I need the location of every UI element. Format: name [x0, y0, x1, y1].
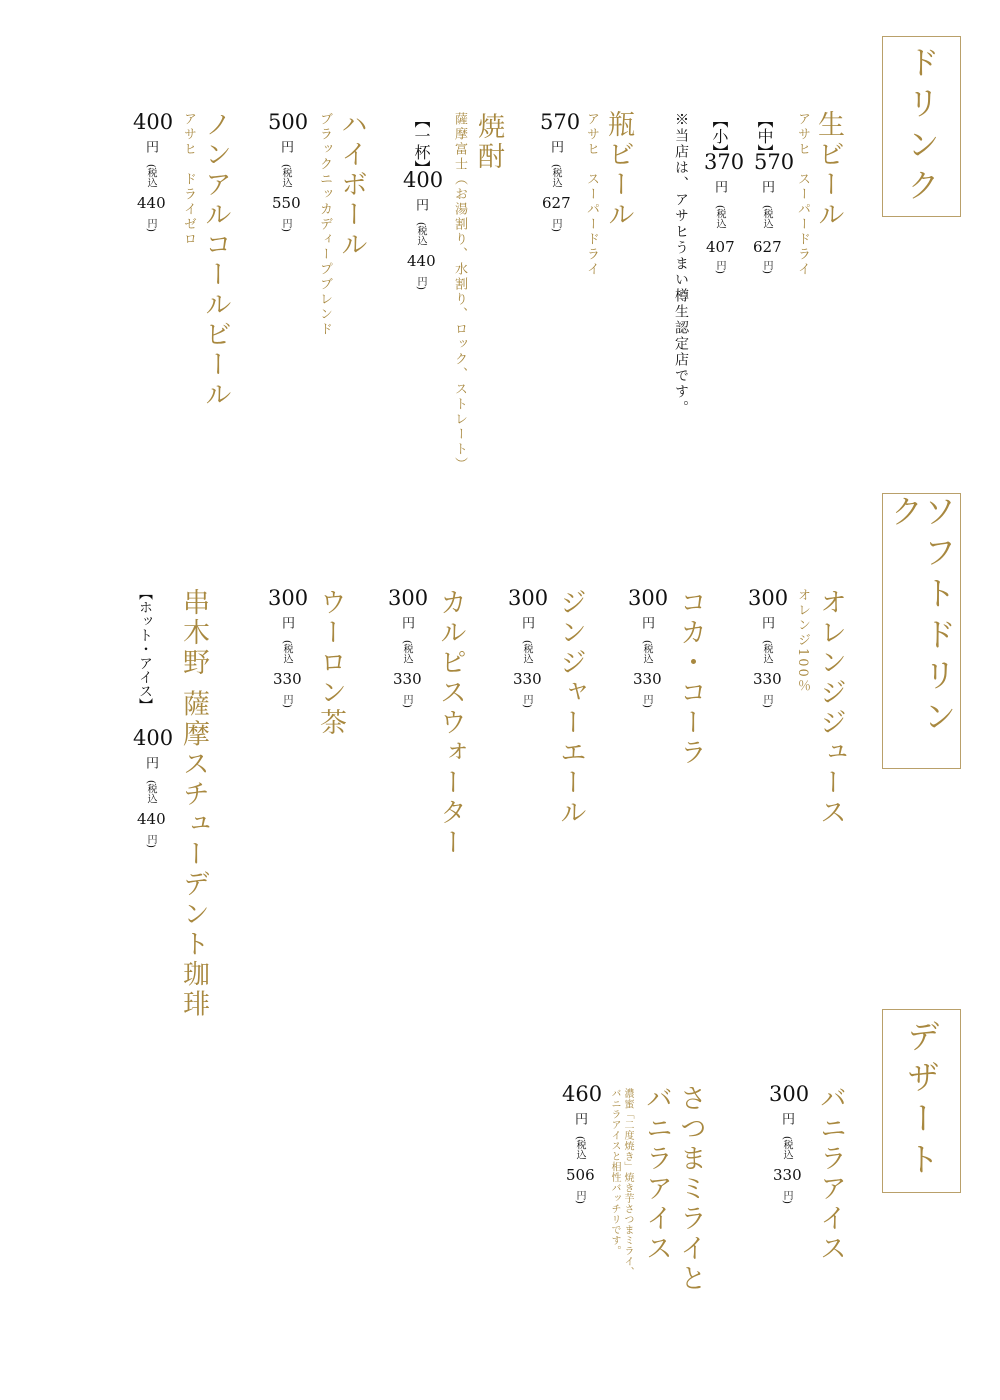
- item-name-cola: コカ・コーラ: [675, 588, 706, 768]
- section-title-drink: ドリンク: [902, 44, 941, 209]
- yen-bottle: 円: [548, 140, 563, 153]
- tax-price-cola: 330: [633, 670, 662, 688]
- item-name-namabeer: 生ビール: [813, 110, 844, 230]
- tax-label-cola: (税込: [641, 640, 652, 664]
- section-title-soft: ソフトドリンク: [885, 494, 958, 740]
- price-calpis: 300: [388, 586, 429, 610]
- tax-price-mid: 627: [753, 238, 782, 256]
- item-name-highball: ハイボール: [336, 110, 367, 260]
- tax-price-nonalc: 440: [137, 194, 166, 212]
- tax-yen-bottle: 円): [550, 218, 561, 232]
- item-name-satsuma-2: バニラアイス: [641, 1084, 672, 1264]
- tax-label-mid: (税込: [761, 205, 772, 229]
- tax-label-ginger: (税込: [521, 640, 532, 664]
- tax-label-small: (税込: [714, 205, 725, 229]
- yen-orange: 円: [759, 616, 774, 629]
- price-small: 370: [704, 150, 745, 174]
- price-satsuma: 460: [562, 1082, 603, 1106]
- size-small: 【小】: [710, 112, 729, 160]
- tax-label-oolong: (税込: [281, 640, 292, 664]
- tax-label-highball: (税込: [280, 164, 291, 188]
- item-sub-shochu: 薩摩富士（お湯割り、水割り、ロック、ストレート）: [452, 112, 467, 472]
- tax-yen-orange: 円): [761, 694, 772, 708]
- item-name-shochu: 焼酎: [473, 112, 504, 172]
- yen-oolong: 円: [279, 616, 294, 629]
- tax-label-coffee: (税込: [145, 780, 156, 804]
- tax-price-orange: 330: [753, 670, 782, 688]
- price-highball: 500: [268, 110, 309, 134]
- item-name-vanilla: バニラアイス: [815, 1084, 846, 1264]
- section-title-dessert-box: [882, 1009, 961, 1193]
- item-desc-satsuma-1: 濃蜜「二度焼き」焼き芋さつまミライ、: [622, 1088, 633, 1277]
- yen-cola: 円: [639, 616, 654, 629]
- yen-coffee: 円: [143, 756, 158, 769]
- tax-label-bottle: (税込: [550, 164, 561, 188]
- size-shochu: 【一杯】: [412, 112, 431, 176]
- price-nonalc: 400: [133, 110, 174, 134]
- tax-yen-coffee: 円): [145, 834, 156, 848]
- price-oolong: 300: [268, 586, 309, 610]
- tax-yen-shochu: 円): [415, 276, 426, 290]
- yen-shochu: 円: [413, 198, 428, 211]
- price-shochu: 400: [403, 168, 444, 192]
- tax-label-shochu: (税込: [415, 222, 426, 246]
- yen-small: 円: [712, 180, 727, 193]
- tax-yen-oolong: 円): [281, 694, 292, 708]
- section-title-soft-box: [882, 493, 961, 769]
- section-title-drink-box: [882, 36, 961, 217]
- yen-satsuma: 円: [572, 1112, 587, 1125]
- item-sub-orange: オレンジ100％: [795, 588, 810, 694]
- size-mid: 【中】: [755, 112, 774, 160]
- item-name-nonalc: ノンアルコールビール: [200, 110, 231, 410]
- tax-price-bottle: 627: [542, 194, 571, 212]
- yen-nonalc: 円: [143, 140, 158, 153]
- tax-price-vanilla: 330: [773, 1166, 802, 1184]
- tax-price-highball: 550: [272, 194, 301, 212]
- tax-price-calpis: 330: [393, 670, 422, 688]
- tax-yen-ginger: 円): [521, 694, 532, 708]
- yen-highball: 円: [278, 140, 293, 153]
- tax-price-satsuma: 506: [566, 1166, 595, 1184]
- price-bottle: 570: [540, 110, 581, 134]
- item-sub-nonalc: アサヒ ドライゼロ: [181, 112, 196, 247]
- tax-price-coffee: 440: [137, 810, 166, 828]
- yen-ginger: 円: [519, 616, 534, 629]
- tax-yen-cola: 円): [641, 694, 652, 708]
- yen-vanilla: 円: [779, 1112, 794, 1125]
- item-name-satsuma-1: さつまミライと: [675, 1084, 706, 1294]
- item-name-calpis: カルピスウォーター: [435, 588, 466, 858]
- tax-price-shochu: 440: [407, 252, 436, 270]
- tax-yen-nonalc: 円): [145, 218, 156, 232]
- price-vanilla: 300: [769, 1082, 810, 1106]
- item-sub-namabeer: アサヒ スーパードライ: [795, 112, 810, 277]
- tax-label-satsuma: (税込: [574, 1136, 585, 1160]
- item-sub-highball: ブラックニッカディープブレンド: [317, 112, 332, 337]
- tax-yen-highball: 円): [280, 218, 291, 232]
- item-name-coffee: 串木野 薩摩スチューデント珈琲: [178, 588, 209, 1020]
- yen-mid: 円: [759, 180, 774, 193]
- tax-yen-small: 円): [714, 260, 725, 274]
- tax-price-small: 407: [706, 238, 735, 256]
- tax-price-ginger: 330: [513, 670, 542, 688]
- drink-note: ※当店は、アサヒうまい樽生認定店です。: [673, 112, 689, 416]
- tax-price-oolong: 330: [273, 670, 302, 688]
- price-cola: 300: [628, 586, 669, 610]
- item-name-ginger: ジンジャーエール: [555, 588, 586, 828]
- section-title-dessert: デザート: [902, 1019, 941, 1183]
- price-coffee: 400: [133, 726, 174, 750]
- item-name-bottle: 瓶ビール: [603, 110, 634, 230]
- item-name-orange: オレンジジュース: [815, 588, 846, 828]
- price-mid: 570: [754, 150, 795, 174]
- tax-label-vanilla: (税込: [781, 1136, 792, 1160]
- tax-yen-mid: 円): [761, 260, 772, 274]
- tax-yen-satsuma: 円): [574, 1190, 585, 1204]
- item-sub-bottle: アサヒ スーパードライ: [584, 112, 599, 277]
- price-orange: 300: [748, 586, 789, 610]
- tax-yen-calpis: 円): [401, 694, 412, 708]
- tax-yen-vanilla: 円): [781, 1190, 792, 1204]
- tax-label-orange: (税込: [761, 640, 772, 664]
- tax-label-calpis: (税込: [401, 640, 412, 664]
- item-desc-satsuma-2: バニラアイスと相性バッチリです。: [609, 1088, 620, 1256]
- size-coffee: 【ホット・アイス】: [137, 586, 153, 712]
- price-ginger: 300: [508, 586, 549, 610]
- tax-label-nonalc: (税込: [145, 164, 156, 188]
- item-name-oolong: ウーロン茶: [315, 588, 346, 738]
- yen-calpis: 円: [399, 616, 414, 629]
